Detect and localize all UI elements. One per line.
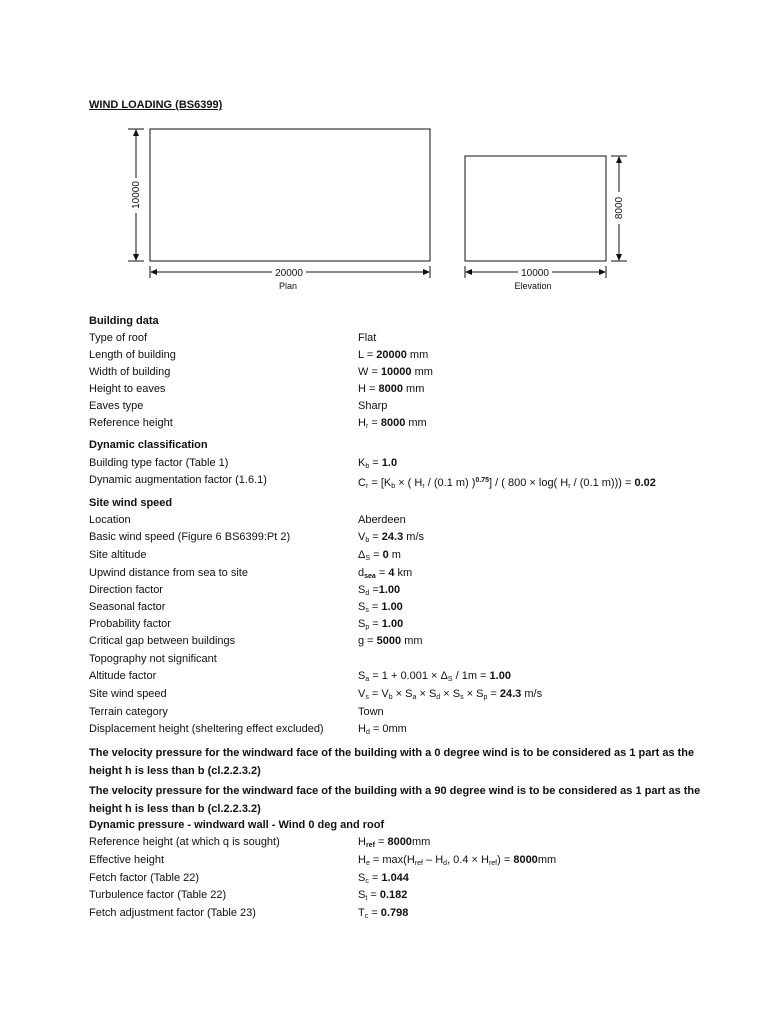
plan-rectangle	[150, 129, 430, 261]
row-dynamic-augmentation-factor: Dynamic augmentation factor (1.6.1) $C_r = [K_b$ × ( $H_r / (0.1$ m) )$^{0.75}$] / ( 800 × log( $H_r / (0.1$ m))) = 0.02	[89, 474, 656, 490]
elevation-width-dimension: 10000	[521, 268, 549, 279]
velocity-pressure-note-90deg: The velocity pressure for the windward face of the building with a 90 degree wind is to be considered as 1 part as the height h is less than b (cl.2.2.3.2)	[89, 785, 701, 815]
elevation-height-dimension: 8000	[614, 196, 625, 220]
row-building-type-factor: Building type factor (Table 1) $K_b = 1.0$	[89, 457, 398, 470]
arrow-head	[616, 156, 622, 163]
plan-width-dimension: 20000	[275, 268, 303, 279]
row-reference-height-q: Reference height (at which q is sought) $H_{ref} = 8000mm$	[89, 836, 431, 849]
section-heading-site-wind-speed: Site wind speed	[89, 497, 173, 509]
row-reference-height: Reference height $H_r = 8000$ mm	[89, 417, 427, 430]
row-fetch-adjustment-factor: Fetch adjustment factor (Table 23) $T_c = 0.798$	[89, 907, 409, 920]
row-topography: Topography not significant	[89, 653, 217, 665]
building-diagram	[0, 0, 768, 300]
section-heading-dynamic-pressure: Dynamic pressure - windward wall - Wind 0 deg and roof	[89, 819, 385, 831]
row-height-to-eaves: Height to eaves H = 8000 mm	[89, 383, 425, 395]
arrow-head	[423, 269, 430, 275]
arrow-head	[465, 269, 472, 275]
section-heading-dynamic-classification: Dynamic classification	[89, 439, 208, 451]
row-eaves-type: Eaves type Sharp	[89, 400, 388, 412]
row-basic-wind-speed: Basic wind speed (Figure 6 BS6399:Pt 2) $V_b = 24.3$ m/s	[89, 531, 424, 544]
row-altitude-factor: Altitude factor $S_a = 1 + 0.001 \times \Delta_S / 1m = 1.00$	[89, 670, 511, 683]
plan-caption: Plan	[278, 281, 298, 291]
row-critical-gap: Critical gap between buildings g = 5000 mm	[89, 635, 423, 647]
plan-height-dimension: 10000	[131, 181, 142, 209]
row-width-of-building: Width of building W = 10000 mm	[89, 366, 433, 378]
row-site-altitude: Site altitude $\Delta_S = 0$ m	[89, 549, 401, 562]
arrow-head	[133, 129, 139, 136]
row-terrain-category: Terrain category Town	[89, 706, 384, 718]
row-turbulence-factor: Turbulence factor (Table 22) $S_t = 0.182$	[89, 889, 408, 902]
row-length-of-building: Length of building L = 20000 mm	[89, 349, 429, 361]
arrow-head	[599, 269, 606, 275]
arrow-head	[616, 254, 622, 261]
row-displacement-height: Displacement height (sheltering effect excluded) $H_d = 0mm$	[89, 723, 407, 736]
section-heading-building-data: Building data	[89, 315, 159, 327]
row-location: Location Aberdeen	[89, 514, 406, 526]
velocity-pressure-note-0deg: The velocity pressure for the windward face of the building with a 0 degree wind is to be considered as 1 part as the height h is less than b (cl.2.2.3.2)	[89, 747, 695, 777]
elevation-rectangle	[465, 156, 606, 261]
elevation-caption: Elevation	[514, 281, 552, 291]
arrow-head	[150, 269, 157, 275]
row-effective-height: Effective height $H_e = \max(H_{ref} - H_d$, $0.4 \times H_{ref}) = 8000mm$	[89, 854, 557, 867]
row-seasonal-factor: Seasonal factor $S_s = 1.00$	[89, 601, 403, 614]
arrow-head	[133, 254, 139, 261]
row-fetch-factor: Fetch factor (Table 22) $S_c = 1.044$	[89, 872, 409, 885]
row-site-wind-speed: Site wind speed $V_s = V_b \times S_a \times S_d \times S_s \times S_p = 24.3$ m/s	[89, 688, 543, 701]
row-direction-factor: Direction factor $S_d =1.00$	[89, 584, 401, 597]
row-probability-factor: Probability factor $S_p = 1.00$	[89, 618, 404, 631]
page-title: WIND LOADING (BS6399)	[89, 99, 223, 111]
row-upwind-distance: Upwind distance from sea to site $d_{sea} = 4$ km	[89, 567, 413, 580]
row-type-of-roof: Type of roof Flat	[89, 332, 377, 344]
